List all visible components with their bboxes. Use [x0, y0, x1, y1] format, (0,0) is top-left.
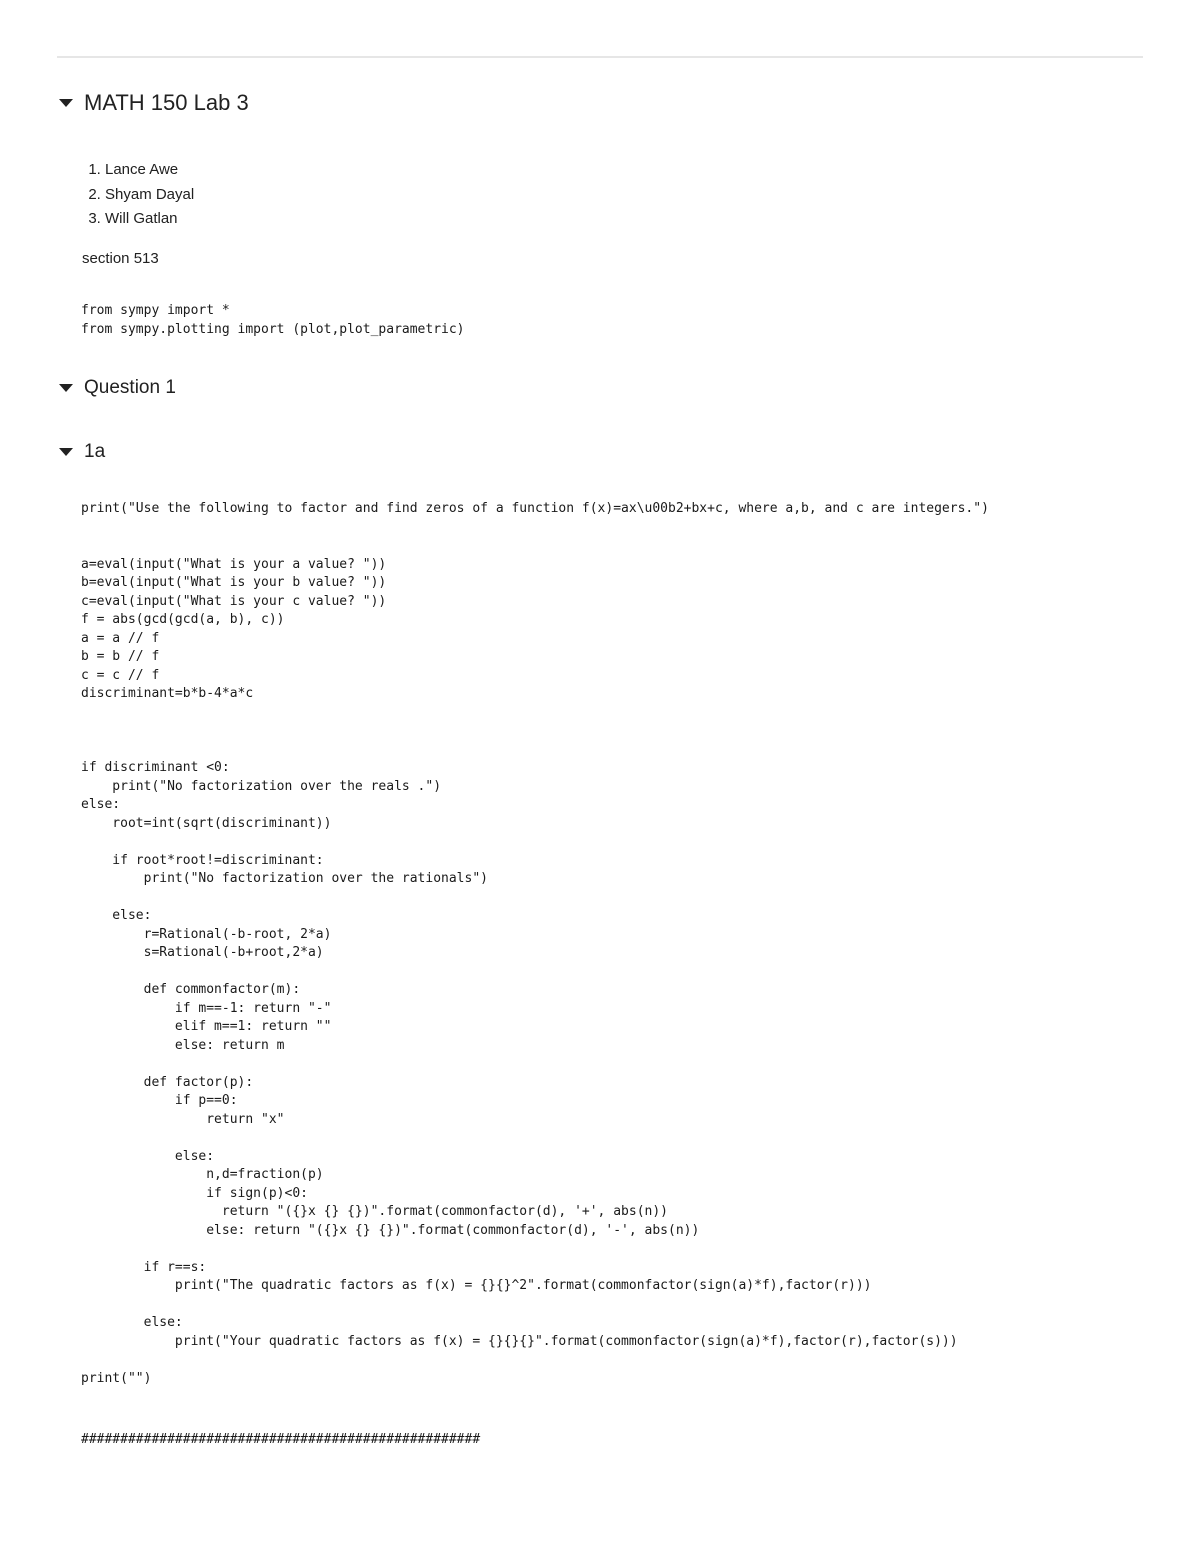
section-number-text: section 513: [82, 250, 159, 267]
code-cell-separator[interactable]: ###################################################: [81, 1432, 481, 1447]
caret-down-icon[interactable]: [59, 448, 73, 456]
caret-down-icon[interactable]: [59, 99, 73, 107]
section-heading-title[interactable]: [57, 88, 249, 118]
author-item: 3. Will Gatlan: [105, 207, 194, 232]
code-cell-factoring[interactable]: print("Use the following to factor and find zeros of a function f(x)=ax\u00b2+bx+c, where a,b, and c are integers.") a=eval(input("What is your a value? ")) b=eval(input("What is your b value? ")) c=eval(input("What is your c value? ")) f = abs(gcd(gcd(a, b), c)) a = a // f b = b // f c = c // f discriminant=b*b-4*a*c if discriminant <0: print("No factorization over the reals .") else: root=int(sqrt(discriminant)) if root*root!=discriminant: print("No factorization over the rationals") else: r=Rational(-b-root, 2*a) s=Rational(-b+root,2*a) def commonfactor(m): if m==-1: return "-" elif m==1: return "" else: return m def factor(p): if p==0: return "x" else: n,d=fraction(p) if sign(p)<0: return "({}x {} {})".format(commonfactor(d), '+', abs(n)) else: return "({}x {} {})".format(commonfactor(d), '-', abs(n)) if r==s: print("The quadratic factors as f(x) = {}{}^2".format(commonfactor(sign(a)*f),factor(r))) else: print("Your quadratic factors as f(x) = {}{}{}".format(commonfactor(sign(a)*f),factor(r),factor(s))) print(""): [81, 501, 989, 1386]
caret-down-icon[interactable]: [59, 384, 73, 392]
top-divider: [57, 56, 1143, 58]
section-heading-1a[interactable]: [57, 438, 105, 466]
code-cell-imports[interactable]: from sympy import * from sympy.plotting import (plot,plot_parametric): [81, 303, 465, 337]
question-heading: Question 1: [84, 377, 176, 398]
notebook-title: MATH 150 Lab 3: [84, 90, 249, 115]
author-item: 2. Shyam Dayal: [105, 183, 194, 208]
authors-list: [82, 158, 194, 232]
subquestion-heading: 1a: [84, 441, 106, 462]
author-item: 1. Lance Awe: [105, 158, 194, 183]
section-heading-question-1[interactable]: [57, 374, 176, 402]
